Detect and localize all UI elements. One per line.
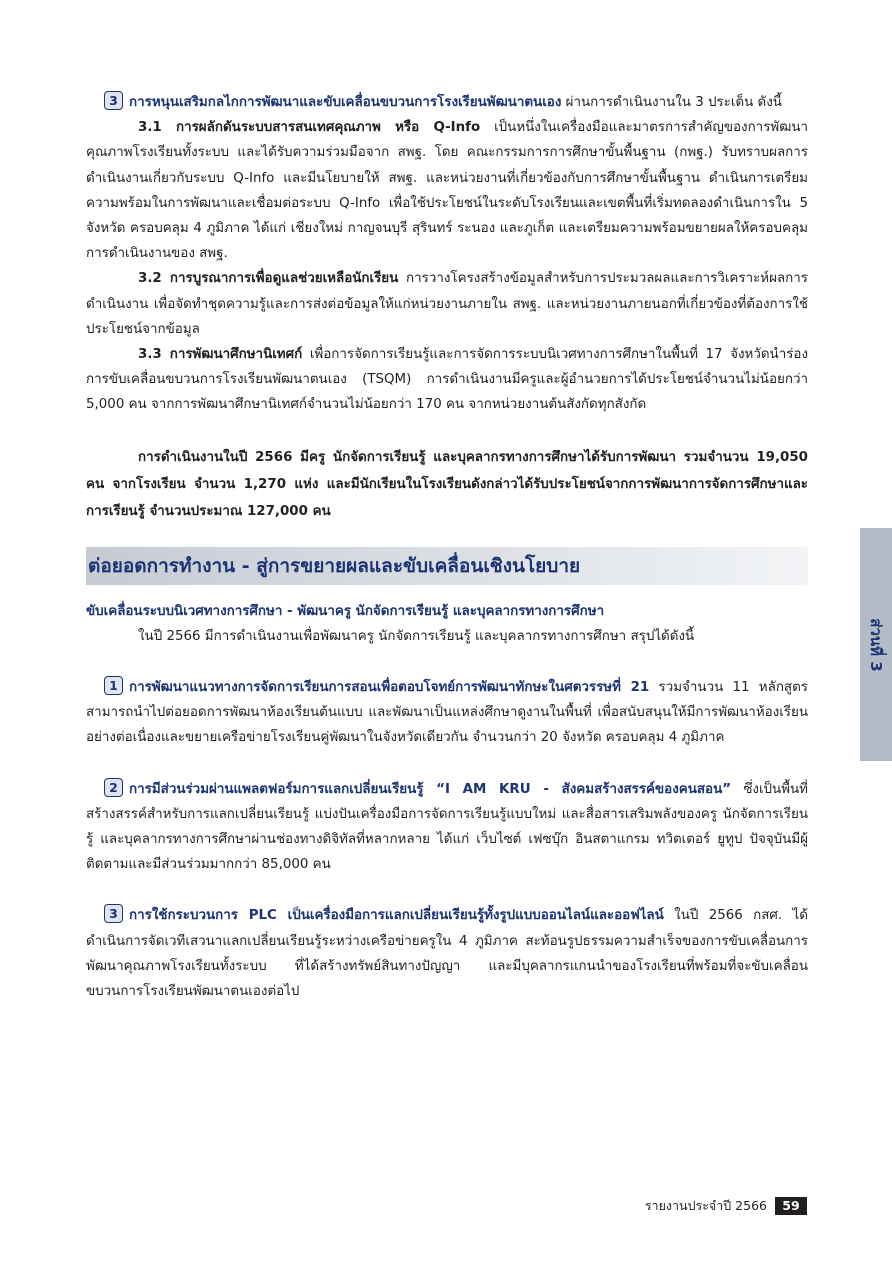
item-3-text: ในปี 2566 กสศ. ได้ดำเนินการจัดเวทีเสวนาแลกเปลี่ยนเรียนรู้ระหว่างเครือข่ายครูใน 4 ภูมิภาค สะท้อนรูปธรรมความสำเร็จของการขับเคลื่อนการพัฒนาคุณภาพโรงเรียนทั้งระบบ ที่ได้สร้างทรัพย์สินทางปัญญา และมีบุคลากรแกนนำของโรงเรียนที่พร้อมที่จะขับเคลื่อนขบวนการโรงเรียนพัฒนาตนเองต่อไป xyxy=(86,908,808,1000)
section-banner: ต่อยอดการทำงาน - สู่การขยายผลและขับเคลื่อนเชิงนโยบาย xyxy=(86,547,808,585)
page-footer xyxy=(645,1196,807,1216)
number-badge: 2 xyxy=(104,778,123,797)
item-1-paragraph xyxy=(86,675,808,751)
section-side-tab xyxy=(860,528,892,761)
section3-intro-paragraph xyxy=(86,90,808,115)
student-care-text: การวางโครงสร้างข้อมูลสำหรับการประมวลผลและการวิเคราะห์ผลการดำเนินงาน เพื่อจัดทำชุดความรู้และการส่งต่อข้อมูลให้แก่หน่วยงานภายใน สพฐ. และหน่วยงานภายนอกที่เกี่ยวข้องที่ต้องการใช้ประโยชน์จากข้อมูล xyxy=(86,271,808,337)
supervisor-text: เพื่อการจัดการเรียนรู้และการจัดการระบบนิเวศทางการศึกษาในพื้นที่ 17 จังหวัดนำร่องการขับเคลื่อนขบวนการโรงเรียนพัฒนาตนเอง (TSQM) การดำเนินงานมีครูและผู้อำนวยการได้ประโยชน์จำนวนไม่น้อยกว่า 5,000 คน จากการพัฒนาศึกษานิเทศก์จำนวนไม่น้อยกว่า 170 คน จากหน่วยงานต้นสังกัดทุกสังกัด xyxy=(86,347,808,413)
student-care-heading: 3.2 การบูรณาการเพื่อดูแลช่วยเหลือนักเรียน xyxy=(138,271,399,287)
qinfo-heading: 3.1 การผลักดันระบบสารสนเทศคุณภาพ หรือ Q-Info xyxy=(138,120,481,136)
supervisor-paragraph xyxy=(86,342,808,418)
page-number: 59 xyxy=(775,1197,807,1215)
item-2-text: ซึ่งเป็นพื้นที่สร้างสรรค์สำหรับการแลกเปลี่ยนเรียนรู้ แบ่งปันเครื่องมือการจัดการเรียนรู้แบบใหม่ และสื่อสารเสริมพลังของครู นักจัดการเรียนรู้ และบุคลากรทางการศึกษาผ่านช่องทางดิจิทัลที่หลากหลาย ได้แก่ เว็บไซต์ เฟซบุ๊ก อินสตาแกรม ทวิตเตอร์ ยูทูป ปัจจุบันมีผู้ติดตามและมีส่วนร่วมมากกว่า 85,000 คน xyxy=(86,781,808,873)
section3-title: การหนุนเสริมกลไกการพัฒนาและขับเคลื่อนขบวนการโรงเรียนพัฒนาตนเอง xyxy=(129,95,562,110)
subheading-intro: ในปี 2566 มีการดำเนินงานเพื่อพัฒนาครู นักจัดการเรียนรู้ และบุคลากรทางการศึกษา สรุปได้ดังนี้ xyxy=(138,628,695,644)
summary-paragraph: การดำเนินงานในปี 2566 มีครู นักจัดการเรียนรู้ และบุคลากรทางการศึกษาได้รับการพัฒนา รวมจำนวน 19,050 คน จากโรงเรียน จำนวน 1,270 แห่ง และมีนักเรียนในโรงเรียนดังกล่าวได้รับประโยชน์จากการพัฒนาการจัดการศึกษาและการเรียนรู้ จำนวนประมาณ 127,000 คน xyxy=(86,449,808,519)
number-badge: 3 xyxy=(104,91,123,110)
qinfo-paragraph xyxy=(86,115,808,266)
number-badge: 3 xyxy=(104,904,123,923)
supervisor-heading: 3.3 การพัฒนาศึกษานิเทศก์ xyxy=(138,347,303,363)
item-1-heading: การพัฒนาแนวทางการจัดการเรียนการสอนเพื่อตอบโจทย์การพัฒนาทักษะในศตวรรษที่ 21 xyxy=(129,680,650,696)
content-column xyxy=(86,90,808,1004)
student-care-paragraph xyxy=(86,266,808,342)
item-3-heading: การใช้กระบวนการ PLC เป็นเครื่องมือการแลกเปลี่ยนเรียนรู้ทั้งรูปแบบออนไลน์และออฟไลน์ xyxy=(129,908,664,924)
item-2-heading: การมีส่วนร่วมผ่านแพลตฟอร์มการแลกเปลี่ยนเรียนรู้ “I AM KRU - สังคมสร้างสรรค์ของคนสอน” xyxy=(129,781,732,797)
subheading: ขับเคลื่อนระบบนิเวศทางการศึกษา - พัฒนาครู นักจัดการเรียนรู้ และบุคลากรทางการศึกษา xyxy=(86,603,605,619)
item-2-paragraph xyxy=(86,777,808,878)
item-3-paragraph xyxy=(86,903,808,1004)
number-badge: 1 xyxy=(104,676,123,695)
section3-intro: ผ่านการดำเนินงานใน 3 ประเด็น ดังนี้ xyxy=(561,95,782,110)
footer-report-label: รายงานประจำปี 2566 xyxy=(644,1198,767,1213)
qinfo-text: เป็นหนึ่งในเครื่องมือและมาตรการสำคัญของการพัฒนาคุณภาพโรงเรียนทั้งระบบ และได้รับความร่วมมือจาก สพฐ. โดย คณะกรรมการการศึกษาขั้นพื้นฐาน (กพฐ.) รับทราบผลการดำเนินงานเกี่ยวกับระบบ Q-Info และมีนโยบายให้ สพฐ. และหน่วยงานที่เกี่ยวข้องกับการศึกษาขั้นพื้นฐาน ดำเนินการเตรียมความพร้อมในการพัฒนาและเชื่อมต่อระบบ Q-Info เพื่อใช้ประโยชน์ในระดับโรงเรียนและเขตพื้นที่เริ่มทดลองดำเนินการใน 5 จังหวัด ครอบคลุม 4 ภูมิภาค ได้แก่ เชียงใหม่ กาญจนบุรี สุรินทร์ ระนอง และภูเก็ต และเตรียมความพร้อมขยายผลให้ครอบคลุมการดำเนินงานของ สพฐ. xyxy=(86,120,808,262)
side-tab-label: ส่วนที่ 3 xyxy=(867,617,885,672)
item-1-text: รวมจำนวน 11 หลักสูตร สามารถนำไปต่อยอดการพัฒนาห้องเรียนต้นแบบ และพัฒนาเป็นแหล่งศึกษาดูงานในพื้นที่ เพื่อสนับสนุนให้มีการพัฒนาห้องเรียนอย่างต่อเนื่องและขยายเครือข่ายโรงเรียนคู่พัฒนาในจังหวัดเดียวกัน จำนวนกว่า 20 จังหวัด ครอบคลุม 4 ภูมิภาค xyxy=(86,680,808,746)
